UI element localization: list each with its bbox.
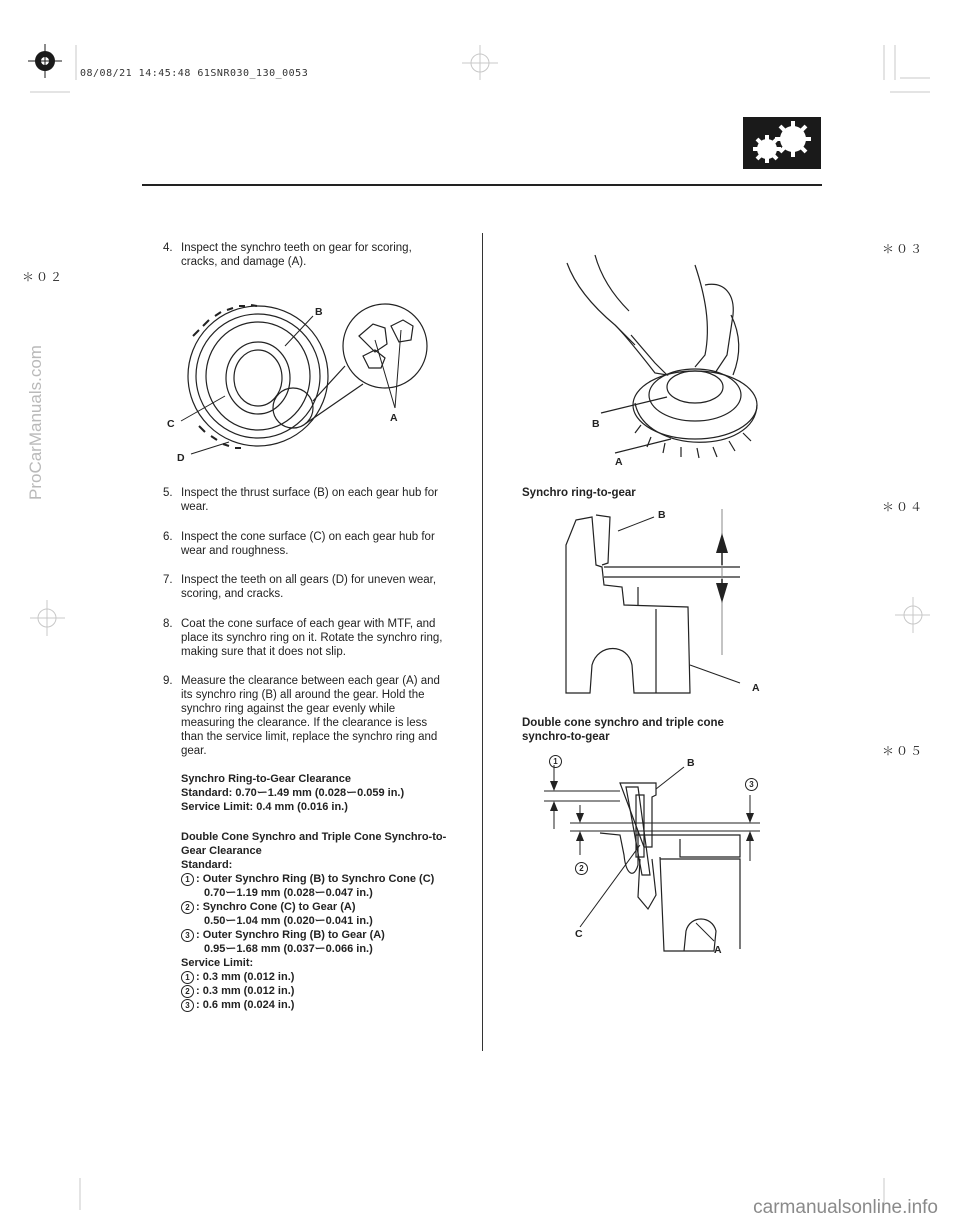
gear-label-d: D bbox=[177, 452, 185, 464]
footer-site: carmanualsonline.info bbox=[753, 1197, 938, 1218]
watermark: ProCarManuals.com bbox=[26, 345, 45, 500]
side-code-right-2: ＊０４ bbox=[882, 500, 925, 514]
step-6: 6. Inspect the cone surface (C) on each gear hub for wear and roughness. bbox=[163, 531, 435, 557]
spec-double-triple-cone-clearance: Double Cone Synchro and Triple Cone Synchro-to- Gear Clearance Standard: 1 : Outer Synchro Ring (B) to Synchro Cone (C) 0.70ー1.19 mm (0.028ー0.047 in.) 2 : Synchro Cone (C) to Gear (A) 0.50ー1.04 mm (0.020ー0.041 in.) 3 : Outer Synchro Ring (B) to Gear (A) 0.95ー1.68 mm (0.037ー0.066 in.) Service Limit: 1 : 0.3 mm (0.012 in.) 2 : 0.3 mm (0.012 in.) 3 : 0.6 mm (0.024 in.) bbox=[181, 831, 447, 1011]
column-divider bbox=[482, 233, 483, 1051]
side-code-right-3: ＊０５ bbox=[882, 744, 925, 758]
step-9: 9. Measure the clearance between each gear (A) and its synchro ring (B) all around the gear. Hold the synchro ring against the gear evenly while measuring the clearance. If the clearance is less than the service limit, replace the synchro ring and gear. bbox=[163, 675, 440, 757]
cone-label-a: A bbox=[714, 944, 722, 956]
target-mark bbox=[28, 44, 68, 84]
circled-3-icon: 3 bbox=[745, 778, 758, 791]
step-7: 7. Inspect the teeth on all gears (D) for uneven wear, scoring, and cracks. bbox=[163, 574, 437, 600]
double-cone-section-figure bbox=[540, 755, 770, 955]
circled-3-icon: 3 bbox=[181, 929, 194, 942]
circled-2-icon: 2 bbox=[181, 901, 194, 914]
cone-label-c: C bbox=[575, 928, 583, 940]
gear-label-a: A bbox=[390, 412, 398, 424]
feeler-gauge-figure bbox=[555, 255, 815, 475]
circled-2-icon: 2 bbox=[181, 985, 194, 998]
cone-marker-1 bbox=[549, 755, 564, 768]
gears-icon bbox=[743, 117, 821, 169]
header-rule bbox=[142, 184, 822, 186]
spec-synchro-ring-clearance: Synchro Ring-to-Gear Clearance Standard: 0.70ー1.49 mm (0.028ー0.059 in.) Service Limit: 0.4 mm (0.016 in.) bbox=[181, 773, 405, 813]
gauge-label-a: A bbox=[615, 456, 623, 468]
circled-3-icon: 3 bbox=[181, 999, 194, 1012]
ring-label-b: B bbox=[658, 509, 666, 521]
cone-label-b: B bbox=[687, 757, 695, 769]
step-5: 5. Inspect the thrust surface (B) on each gear hub for wear. bbox=[163, 487, 438, 513]
gear-hub-figure bbox=[163, 296, 443, 466]
gear-label-c: C bbox=[167, 418, 175, 430]
double-cone-caption: Double cone synchro and triple cone synchro-to-gear bbox=[522, 717, 724, 743]
side-code-left: ＊０２ bbox=[22, 270, 65, 284]
ring-label-a: A bbox=[752, 682, 760, 694]
step-8: 8. Coat the cone surface of each gear with MTF, and place its synchro ring on it. Rotate the synchro ring, making sure that it does not slip. bbox=[163, 618, 443, 658]
print-stamp: 08/08/21 14:45:48 61SNR030_130_0053 bbox=[80, 68, 309, 79]
circled-1-icon: 1 bbox=[181, 971, 194, 984]
gauge-label-b: B bbox=[592, 418, 600, 430]
circled-1-icon: 1 bbox=[549, 755, 562, 768]
circled-1-icon: 1 bbox=[181, 873, 194, 886]
circled-2-icon: 2 bbox=[575, 862, 588, 875]
ring-to-gear-caption: Synchro ring-to-gear bbox=[522, 487, 636, 499]
cone-marker-3 bbox=[745, 778, 760, 791]
step-4: 4. Inspect the synchro teeth on gear for scoring, cracks, and damage (A). bbox=[163, 242, 412, 268]
synchro-ring-section-figure bbox=[562, 505, 762, 695]
side-code-right-1: ＊０３ bbox=[882, 242, 925, 256]
cone-marker-2 bbox=[575, 862, 590, 875]
gear-label-b: B bbox=[315, 306, 323, 318]
